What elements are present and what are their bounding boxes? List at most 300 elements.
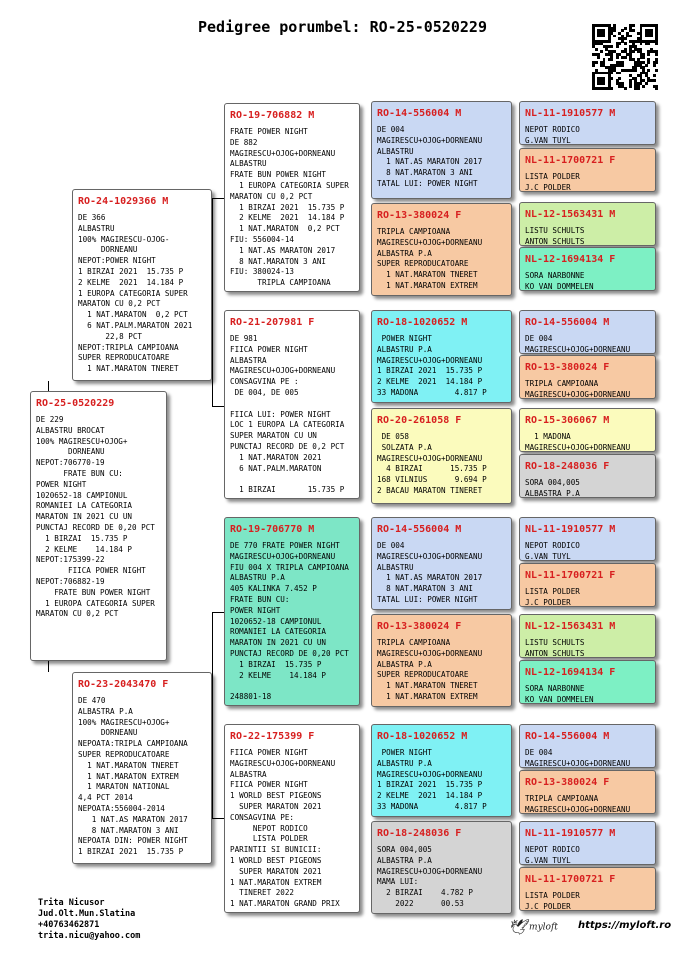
pedigree-card-sire xyxy=(72,189,212,381)
card-line: 1 MARATON NATIONAL xyxy=(78,782,170,792)
card-line: 1 NAT.MARATON EXTREM xyxy=(377,691,478,701)
qr-code xyxy=(592,24,658,90)
page-title: Pedigree porumbel: RO-25-0520229 xyxy=(198,18,487,36)
breeder-phone: +40763462871 xyxy=(38,920,100,930)
card-line: ALBASTRU P.A xyxy=(377,344,432,354)
card-line: POWER NIGHT xyxy=(377,748,432,757)
card-line: 1 WORLD BEST PIGEONS xyxy=(230,791,322,801)
pigeon-icon: 🕊 xyxy=(508,918,528,936)
card-line: 248801-18 xyxy=(230,692,272,702)
card-line: FIICA POWER NIGHT xyxy=(36,566,146,576)
card-line: ANTON SCHULTS xyxy=(525,648,585,658)
card-line: PARINTII SI BUNICII: xyxy=(230,845,322,855)
ring-number: RO-19-706882 M xyxy=(230,110,315,121)
card-line: MAGIRESCU+OJOG+DORNEANU xyxy=(377,648,483,658)
card-line: 33 MADONA 4.817 P xyxy=(377,801,487,811)
card-line: LISTA POLDER xyxy=(525,172,580,181)
card-line: TRIPLA CAMPIOANA xyxy=(377,227,451,236)
pedigree-card-subject xyxy=(30,391,167,661)
card-line: FRATE POWER NIGHT xyxy=(230,127,308,136)
ring-number: RO-18-248036 F xyxy=(377,828,462,839)
card-line: 1 NAT.MARATON TNERET xyxy=(377,681,478,691)
card-line: NEPOT:175399-22 xyxy=(36,555,105,565)
card-line: SUPER MARATON 2021 xyxy=(230,866,322,876)
card-line: 1 EUROPA CATEGORIA SUPER xyxy=(36,598,155,608)
card-line: MARATON IN 2021 CU UN xyxy=(230,638,327,648)
card-line: 1 BIRZAI 2021 15.735 P xyxy=(377,780,483,790)
card-details xyxy=(525,271,650,291)
card-line: ALBASTRU P.A xyxy=(230,573,285,583)
card-line: NEPOT RODICO xyxy=(525,845,580,854)
ring-number: RO-13-380024 F xyxy=(377,621,462,632)
card-line: J.C POLDER xyxy=(525,597,571,607)
card-line: MAGIRESCU+OJOG+DORNEANU xyxy=(377,551,483,561)
card-line: MAGIRESCU+OJOG+DORNEANU xyxy=(230,148,336,158)
ring-number: NL-11-1700721 F xyxy=(525,155,616,166)
card-line: G.VAN TUYL xyxy=(525,551,571,561)
card-line xyxy=(230,399,354,410)
card-details xyxy=(525,541,650,561)
ring-number: RO-18-1020652 M xyxy=(377,731,468,742)
card-line: FRATE BUN POWER NIGHT xyxy=(230,170,327,180)
card-line: 1 NAT.MARATON GRAND PRIX xyxy=(230,899,340,909)
card-details xyxy=(377,432,506,497)
card-line: 8 NAT.MARATON 3 ANI xyxy=(377,168,474,178)
card-line: NEPOATA DIN: POWER NIGHT xyxy=(78,836,188,846)
card-line: 1 BIRZAI 15.735 P xyxy=(230,659,322,669)
card-line: 2 KELME 2021 14.184 P xyxy=(377,377,483,387)
ring-number: NL-12-1694134 F xyxy=(525,254,616,265)
ring-number: RO-18-248036 F xyxy=(525,461,610,472)
breeder-contact xyxy=(38,898,140,942)
card-line: LISTU SCHULTS xyxy=(525,226,585,235)
pedigree-card-gen4 xyxy=(519,355,656,399)
card-line: DE 882 xyxy=(230,137,258,147)
card-details xyxy=(525,638,650,658)
card-line: 1 NAT.AS MARATON 2017 xyxy=(230,245,336,255)
pedigree-card-gen4 xyxy=(519,408,656,452)
pedigree-card-gen3 xyxy=(371,517,512,610)
card-line: 1 NAT.MARATON TNERET xyxy=(78,760,179,770)
card-line: 100% MAGIRESCU+OJOG+ xyxy=(78,717,170,727)
pedigree-card-gen4 xyxy=(519,310,656,354)
card-line: NEPOT RODICO xyxy=(230,823,308,833)
card-line: FIU 004 X TRIPLA CAMPIOANA xyxy=(230,562,349,572)
card-details xyxy=(377,125,506,190)
card-line: DE 470 xyxy=(78,696,106,705)
pedigree-card-gen4 xyxy=(519,101,656,145)
card-line: SORA NARBONNE xyxy=(525,684,585,693)
card-line: DE 004 xyxy=(525,334,553,343)
card-details xyxy=(377,748,506,813)
card-line: 1 NAT.MARATON 2021 xyxy=(230,452,322,462)
card-line: ALBASTRA P.A xyxy=(525,488,580,498)
ring-number: RO-14-556004 M xyxy=(525,317,610,328)
ring-number: RO-15-306067 M xyxy=(525,415,610,426)
card-details xyxy=(230,127,354,289)
card-line: MAGIRESCU+OJOG+DORNEANU xyxy=(230,366,336,376)
card-line: PUNCTAJ RECORD DE 0,20 PCT xyxy=(230,648,349,658)
card-line: MAGIRESCU+OJOG+DORNEANU xyxy=(525,344,631,354)
pedigree-card-gen3 xyxy=(371,724,512,817)
card-line: TRIPLA CAMPIOANA xyxy=(525,379,599,388)
ring-number: RO-14-556004 M xyxy=(377,108,462,119)
card-details xyxy=(525,891,650,911)
pedigree-card-gen4 xyxy=(519,867,656,911)
pedigree-card-gen4 xyxy=(519,563,656,607)
card-details xyxy=(525,125,650,145)
card-line: MAGIRESCU+OJOG+DORNEANU xyxy=(377,453,483,463)
card-line: POWER NIGHT xyxy=(230,605,281,615)
card-line: 1 BIRZAI 15.735 P xyxy=(230,485,345,495)
card-line: PUNCTAJ RECORD DE 0,20 PCT xyxy=(36,522,155,532)
ring-number: NL-12-1563431 M xyxy=(525,621,616,632)
card-line: DE 004 xyxy=(377,541,405,550)
card-line: MAGIRESCU+OJOG+DORNEANU xyxy=(525,804,631,814)
card-line: MAGIRESCU+OJOG+DORNEANU xyxy=(525,758,631,768)
card-line: MAGIRESCU+OJOG+DORNEANU xyxy=(377,237,483,247)
ring-number: RO-18-1020652 M xyxy=(377,317,468,328)
card-line: 1 EUROPA CATEGORIA SUPER xyxy=(230,180,349,190)
connector-line xyxy=(48,661,49,672)
card-details xyxy=(377,227,506,292)
card-line: FRATE BUN POWER NIGHT xyxy=(36,587,151,597)
ring-number: RO-14-556004 M xyxy=(525,731,610,742)
card-line: ALBASTRU xyxy=(78,223,115,233)
card-line: FIICA POWER NIGHT xyxy=(230,748,308,757)
connector-line xyxy=(48,381,49,391)
card-line: ANTON SCHULTS xyxy=(525,236,585,246)
card-line: FRATE BUN CU: xyxy=(36,468,123,478)
card-line: LISTU SCHULTS xyxy=(525,638,585,647)
card-line: KO VAN DOMMELEN xyxy=(525,281,594,291)
pedigree-card-gen4 xyxy=(519,614,656,658)
card-details xyxy=(230,541,354,703)
card-line: ALBASTRA P.A xyxy=(377,659,432,669)
card-line: FRATE BUN CU: xyxy=(230,594,290,604)
card-line: KO VAN DOMMELEN xyxy=(525,694,594,704)
card-line: PUNCTAJ RECORD DE 0,2 PCT xyxy=(230,441,345,451)
ring-number: NL-11-1910577 M xyxy=(525,108,616,119)
card-line: SUPER REPRODUCATOARE xyxy=(78,353,170,363)
card-line: 2022 00.53 xyxy=(377,898,464,908)
card-line: 1 NAT.AS MARATON 2017 xyxy=(78,814,188,824)
card-line: NEPOT RODICO xyxy=(525,125,580,134)
breeder-location: Jud.Olt.Mun.Slatina xyxy=(38,909,136,919)
card-line: LOC 1 EUROPA LA CATEGORIA xyxy=(230,420,345,430)
card-line: MAGIRESCU+OJOG+DORNEANU xyxy=(525,442,631,452)
card-line: ALBASTRA P.A xyxy=(78,706,133,716)
connector-line xyxy=(212,198,224,199)
connector-line xyxy=(212,612,224,613)
card-line: 168 VILNIUS 9.694 P xyxy=(377,475,487,485)
card-line: 1 BIRZAI 2021 15.735 P xyxy=(377,366,483,376)
ring-number: NL-12-1563431 M xyxy=(525,209,616,220)
ring-number: RO-14-556004 M xyxy=(377,524,462,535)
pedigree-card-dam xyxy=(72,672,212,864)
card-line: FIU: 380024-13 xyxy=(230,267,295,277)
card-line: MAGIRESCU+OJOG+DORNEANU xyxy=(230,758,336,768)
card-details xyxy=(525,379,650,399)
pedigree-card-gen4 xyxy=(519,247,656,291)
card-line: FIICA LUI: POWER NIGHT xyxy=(230,409,331,419)
pedigree-card-gen3 xyxy=(371,821,512,914)
card-details xyxy=(525,334,650,354)
card-line: POWER NIGHT xyxy=(377,334,432,343)
card-line: G.VAN TUYL xyxy=(525,135,571,145)
pedigree-card-dam-dam xyxy=(224,724,360,913)
ring-number: NL-11-1700721 F xyxy=(525,874,616,885)
card-line: 1 BIRZAI 2021 15.735 P xyxy=(78,847,184,857)
pedigree-card-gen4 xyxy=(519,724,656,768)
card-line: MAGIRESCU+OJOG+DORNEANU xyxy=(377,866,483,876)
myloft-logo xyxy=(508,918,558,936)
card-line: FIICA POWER NIGHT xyxy=(230,344,308,354)
card-line: MAGIRESCU+OJOG+DORNEANU xyxy=(377,355,483,365)
card-details xyxy=(230,748,354,910)
card-line: 8 NAT.MARATON 3 ANI xyxy=(78,825,179,835)
card-line: TRIPLA CAMPIOANA xyxy=(230,278,331,288)
ring-number: RO-22-175399 F xyxy=(230,731,315,742)
card-line: TRIPLA CAMPIOANA xyxy=(525,794,599,803)
card-line: ALBASTRA P.A xyxy=(377,248,432,258)
card-line: 100% MAGIRESCU-OJOG- xyxy=(78,234,170,244)
card-line: MARATON CU 0,2 PCT xyxy=(36,609,119,619)
card-line: 8 NAT.MARATON 3 ANI xyxy=(377,584,474,594)
card-line: 1 WORLD BEST PIGEONS xyxy=(230,855,322,865)
logo-text: myloft xyxy=(529,922,558,933)
card-line: MARATON CU 0,2 PCT xyxy=(78,299,161,309)
card-line: MARATON IN 2021 CU UN xyxy=(36,512,133,522)
card-line: DE 770 FRATE POWER NIGHT xyxy=(230,541,340,550)
card-line: 1 NAT.MARATON EXTREM xyxy=(377,280,478,290)
pedigree-card-gen3 xyxy=(371,203,512,296)
card-line: 2 BIRZAI 4.782 P xyxy=(377,888,474,898)
card-line: ALBASTRU xyxy=(230,159,267,169)
card-line: SUPER REPRODUCATOARE xyxy=(377,259,469,269)
card-line: ALBASTRA xyxy=(230,769,267,779)
card-line: MAMA LUI: xyxy=(377,877,419,887)
card-line: SUPER REPRODUCATOARE xyxy=(78,749,170,759)
card-line: 2 KELME 14.184 P xyxy=(230,670,327,680)
card-line: 1 MADONA xyxy=(525,432,571,441)
card-line: MAGIRESCU+OJOG+DORNEANU xyxy=(377,135,483,145)
card-line: ROMANIEI LA CATEGORIA xyxy=(36,501,133,511)
card-line: 100% MAGIRESCU+OJOG+ xyxy=(36,436,128,446)
card-line: 1 NAT.AS MARATON 2017 xyxy=(377,573,483,583)
card-line: 1 NAT.MARATON TNERET xyxy=(377,270,478,280)
card-line: TATAL LUI: POWER NIGHT xyxy=(377,178,478,188)
card-line: 1 NAT.AS MARATON 2017 xyxy=(377,157,483,167)
card-details xyxy=(525,432,650,452)
card-line: SOLZATA P.A xyxy=(377,442,432,452)
card-details xyxy=(377,334,506,399)
card-line: DE 366 xyxy=(78,213,106,222)
card-details xyxy=(78,213,206,375)
pedigree-card-sire-sire xyxy=(224,103,360,292)
card-line: 4 BIRZAI 15.735 P xyxy=(377,464,487,474)
card-line: DORNEANU xyxy=(36,447,105,457)
card-line: 1 NAT.MARATON EXTREM xyxy=(78,771,179,781)
card-line: NEPOATA:556004-2014 xyxy=(78,803,165,813)
card-line: 2 KELME 2021 14.184 P xyxy=(78,277,184,287)
card-line: 2 KELME 14.184 P xyxy=(36,544,133,554)
card-line: G.VAN TUYL xyxy=(525,855,571,865)
card-line: 2 KELME 2021 14.184 P xyxy=(377,791,483,801)
card-line: SORA 004,005 xyxy=(377,845,432,854)
card-line: DORNEANU xyxy=(78,728,138,738)
connector-line xyxy=(212,818,224,819)
card-line: POWER NIGHT xyxy=(36,479,87,489)
ring-number: RO-19-706770 M xyxy=(230,524,315,535)
card-line: LISTA POLDER xyxy=(525,891,580,900)
ring-number: RO-13-380024 F xyxy=(377,210,462,221)
ring-number: RO-20-261058 F xyxy=(377,415,462,426)
ring-number: RO-25-0520229 xyxy=(36,398,115,409)
card-line: 4,4 PCT 2014 xyxy=(78,793,133,803)
card-line: 6 NAT.PALM.MARATON 2021 xyxy=(78,320,193,330)
card-line xyxy=(230,474,354,485)
card-line: SUPER MARATON CU UN xyxy=(230,431,317,441)
card-details xyxy=(377,541,506,606)
connector-line xyxy=(212,612,213,818)
card-line: DE 058 xyxy=(377,432,410,441)
pedigree-card-gen4 xyxy=(519,770,656,814)
breeder-email: trita.nicu@yahoo.com xyxy=(38,931,141,941)
card-line: DE 004 xyxy=(525,748,553,757)
card-line: LISTA POLDER xyxy=(230,834,308,844)
card-line: 1 NAT.MARATON TNERET xyxy=(78,364,179,374)
card-line: ALBASTRA xyxy=(230,355,267,365)
pedigree-card-gen3 xyxy=(371,408,512,504)
card-line: SUPER REPRODUCATOARE xyxy=(377,670,469,680)
card-details xyxy=(525,226,650,246)
card-line: 1 EUROPA CATEGORIA SUPER xyxy=(78,288,188,298)
pedigree-card-gen3 xyxy=(371,614,512,707)
pedigree-card-gen3 xyxy=(371,310,512,403)
card-line: MAGIRESCU+OJOG+DORNEANU xyxy=(377,769,483,779)
card-details xyxy=(36,415,161,620)
card-details xyxy=(230,334,354,496)
card-line: 8 NAT.MARATON 3 ANI xyxy=(230,256,327,266)
card-line: NEPOT:TRIPLA CAMPIOANA xyxy=(78,342,179,352)
card-line: FIU: 556004-14 xyxy=(230,234,295,244)
card-line: DE 004 xyxy=(377,125,405,134)
card-line: 1 NAT.MARATON 0,2 PCT xyxy=(230,224,340,234)
card-line: 1 NAT.MARATON EXTREM xyxy=(230,877,322,887)
card-line: 1 BIRZAI 15.735 P xyxy=(36,533,128,543)
card-details xyxy=(377,638,506,703)
card-line: TRIPLA CAMPIOANA xyxy=(377,638,451,647)
card-line: 1020652-18 CAMPIONUL xyxy=(230,616,322,626)
card-line: SORA 004,005 xyxy=(525,478,580,487)
ring-number: NL-11-1910577 M xyxy=(525,524,616,535)
card-line: DE 229 xyxy=(36,415,64,424)
card-line: J.C POLDER xyxy=(525,182,571,192)
card-details xyxy=(377,845,506,910)
card-line: J.C POLDER xyxy=(525,901,571,911)
card-line: 33 MADONA 4.817 P xyxy=(377,387,487,397)
card-line: 405 KALINKA 7.452 P xyxy=(230,584,317,594)
card-line: MAGIRESCU+OJOG+DORNEANU xyxy=(525,389,631,399)
pedigree-card-gen3 xyxy=(371,101,512,199)
pedigree-card-gen4 xyxy=(519,454,656,498)
card-line: 1 BIRZAI 2021 15.735 P xyxy=(230,202,345,212)
ring-number: RO-21-207981 F xyxy=(230,317,315,328)
card-line: CONSAGVINA PE: xyxy=(230,812,295,822)
connector-line xyxy=(212,198,213,406)
card-details xyxy=(78,696,206,858)
connector-line xyxy=(212,406,224,407)
card-line: NEPOT:706882-19 xyxy=(36,576,105,586)
card-line: 1020652-18 CAMPIONUL xyxy=(36,490,128,500)
card-line: DE 981 xyxy=(230,334,258,343)
pedigree-card-dam-sire xyxy=(224,517,360,706)
card-line xyxy=(230,681,354,692)
card-line: ALBASTRU xyxy=(377,562,414,572)
pedigree-card-gen4 xyxy=(519,148,656,192)
card-line: ALBASTRU BROCAT xyxy=(36,425,105,435)
card-line: TATAL LUI: POWER NIGHT xyxy=(377,594,478,604)
card-line: 1 NAT.MARATON 0,2 PCT xyxy=(78,310,188,320)
pedigree-card-sire-dam xyxy=(224,310,360,499)
card-line: NEPOT RODICO xyxy=(525,541,580,550)
card-line: DORNEANU xyxy=(78,245,138,255)
pedigree-card-gen4 xyxy=(519,660,656,704)
card-line: 2 BACAU MARATON TINERET xyxy=(377,485,483,495)
card-line: CONSAGVINA PE : xyxy=(230,377,299,387)
card-line: TINERET 2022 xyxy=(230,888,295,898)
card-line: 6 NAT.PALM.MARATON xyxy=(230,463,322,473)
card-line: MAGIRESCU+OJOG+DORNEANU xyxy=(230,551,336,561)
pedigree-card-gen4 xyxy=(519,517,656,561)
card-line: 1 BIRZAI 2021 15.735 P xyxy=(78,266,184,276)
ring-number: NL-11-1910577 M xyxy=(525,828,616,839)
pedigree-card-gen4 xyxy=(519,821,656,865)
card-line: FIICA POWER NIGHT xyxy=(230,780,308,790)
ring-number: RO-13-380024 F xyxy=(525,362,610,373)
card-details xyxy=(525,587,650,607)
card-line: ALBASTRU xyxy=(377,146,414,156)
card-details xyxy=(525,478,650,498)
card-line: ROMANIEI LA CATEGORIA xyxy=(230,627,327,637)
card-details xyxy=(525,748,650,768)
ring-number: NL-12-1694134 F xyxy=(525,667,616,678)
card-line: 2 KELME 2021 14.184 P xyxy=(230,213,345,223)
card-line: NEPOATA:TRIPLA CAMPIOANA xyxy=(78,739,188,749)
card-details xyxy=(525,172,650,192)
card-line: MARATON CU 0,2 PCT xyxy=(230,191,313,201)
website-link[interactable]: https://myloft.ro xyxy=(578,920,672,931)
card-details xyxy=(525,794,650,814)
card-details xyxy=(525,845,650,865)
pedigree-card-gen4 xyxy=(519,202,656,246)
ring-number: RO-23-2043470 F xyxy=(78,679,169,690)
breeder-name: Trita Nicusor xyxy=(38,898,105,908)
card-line: NEPOT:706770-19 xyxy=(36,458,105,468)
card-line: SUPER MARATON 2021 xyxy=(230,801,322,811)
card-line: ALBASTRA P.A xyxy=(377,855,432,865)
ring-number: RO-13-380024 F xyxy=(525,777,610,788)
card-details xyxy=(525,684,650,704)
card-line: NEPOT:POWER NIGHT xyxy=(78,256,156,266)
card-line: SORA NARBONNE xyxy=(525,271,585,280)
card-line: DE 004, DE 005 xyxy=(230,387,299,397)
card-line: ALBASTRU P.A xyxy=(377,758,432,768)
card-line: 22,8 PCT xyxy=(78,331,143,341)
ring-number: RO-24-1029366 M xyxy=(78,196,169,207)
ring-number: NL-11-1700721 F xyxy=(525,570,616,581)
